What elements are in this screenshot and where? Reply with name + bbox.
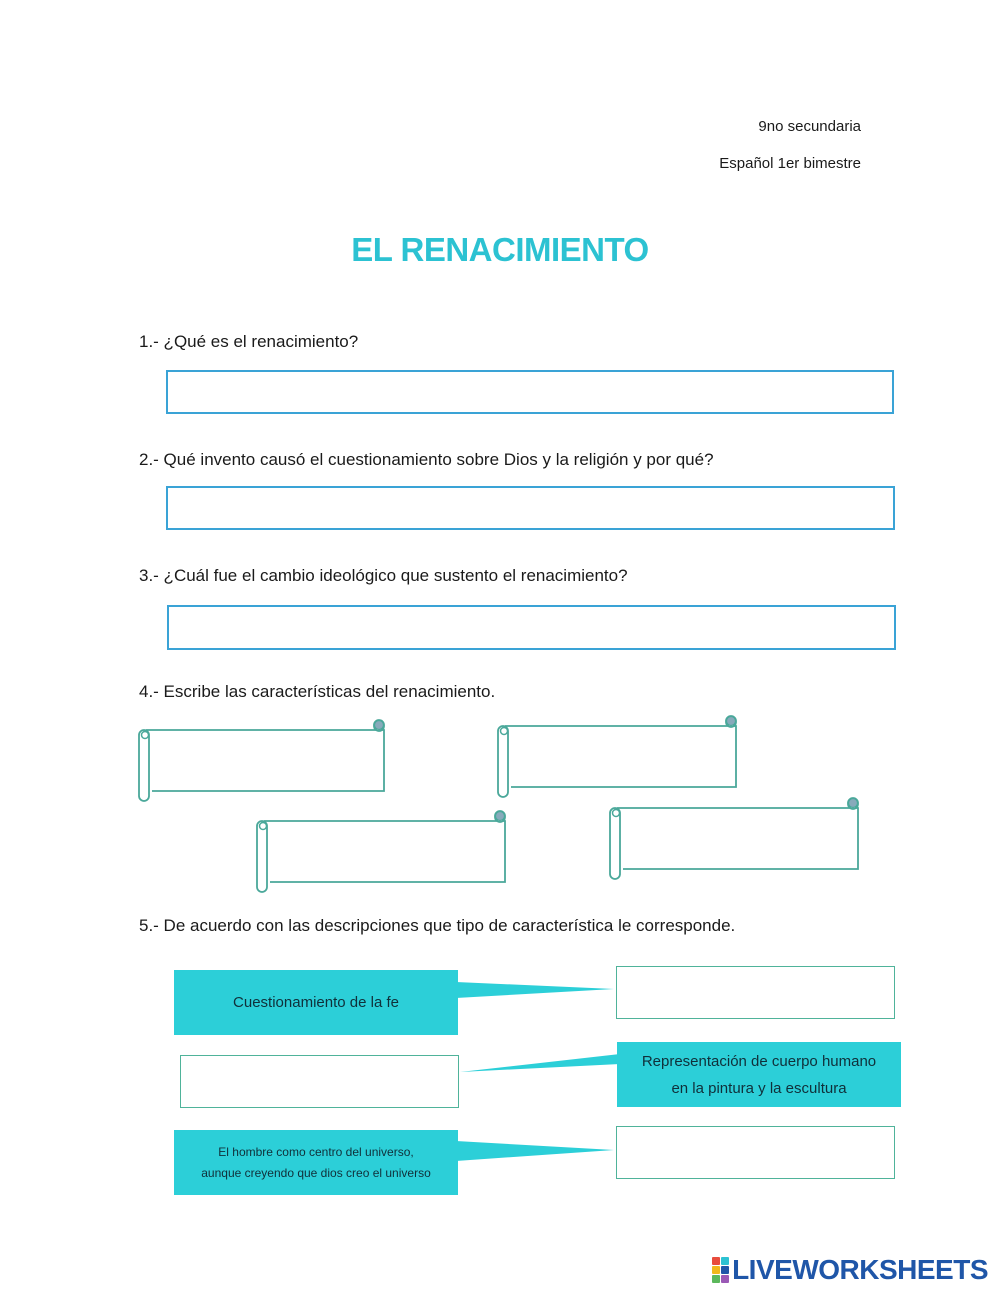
question-2: 2.- Qué invento causó el cuestionamiento sobre Dios y la religión y por qué? [139,450,714,469]
page-title: EL RENACIMIENTO [351,231,649,268]
description-card-1 [174,970,458,1035]
description-2-line-1: Representación de cuerpo humano [641,1052,877,1070]
question-4: 4.- Escribe las características del renacimiento. [139,682,496,701]
liveworksheets-mark-icon [712,1257,729,1283]
subject-label: Español 1er bimestre [719,155,861,172]
match-answer-2-box [180,1055,459,1108]
description-card-3 [174,1130,458,1195]
connector-1 [456,982,614,998]
question-3: 3.- ¿Cuál fue el cambio ideológico que sustento el renacimiento? [139,566,628,585]
match-answer-1-input[interactable] [617,967,894,1018]
liveworksheets-logo [712,1254,988,1286]
description-3-line-2: aunque creyendo que dios creo el universo [201,1165,431,1180]
match-answer-2-input[interactable] [181,1056,458,1107]
description-3-line-1: El hombre como centro del universo, [218,1144,414,1159]
question-5: 5.- De acuerdo con las descripciones que tipo de característica le corresponde. [139,916,736,935]
match-answer-3-box [616,1126,895,1179]
connector-3 [456,1141,614,1161]
description-1-text: Cuestionamiento de la fe [233,994,399,1011]
connector-2 [460,1054,620,1072]
liveworksheets-wordmark: LIVEWORKSHEETS [732,1254,988,1285]
description-card-2 [617,1042,901,1107]
match-answer-3-input[interactable] [617,1127,894,1178]
question-1: 1.- ¿Qué es el renacimiento? [139,332,359,351]
description-2-line-2: en la pintura y la escultura [671,1079,847,1097]
grade-label: 9no secundaria [758,118,861,135]
match-answer-1-box [616,966,895,1019]
